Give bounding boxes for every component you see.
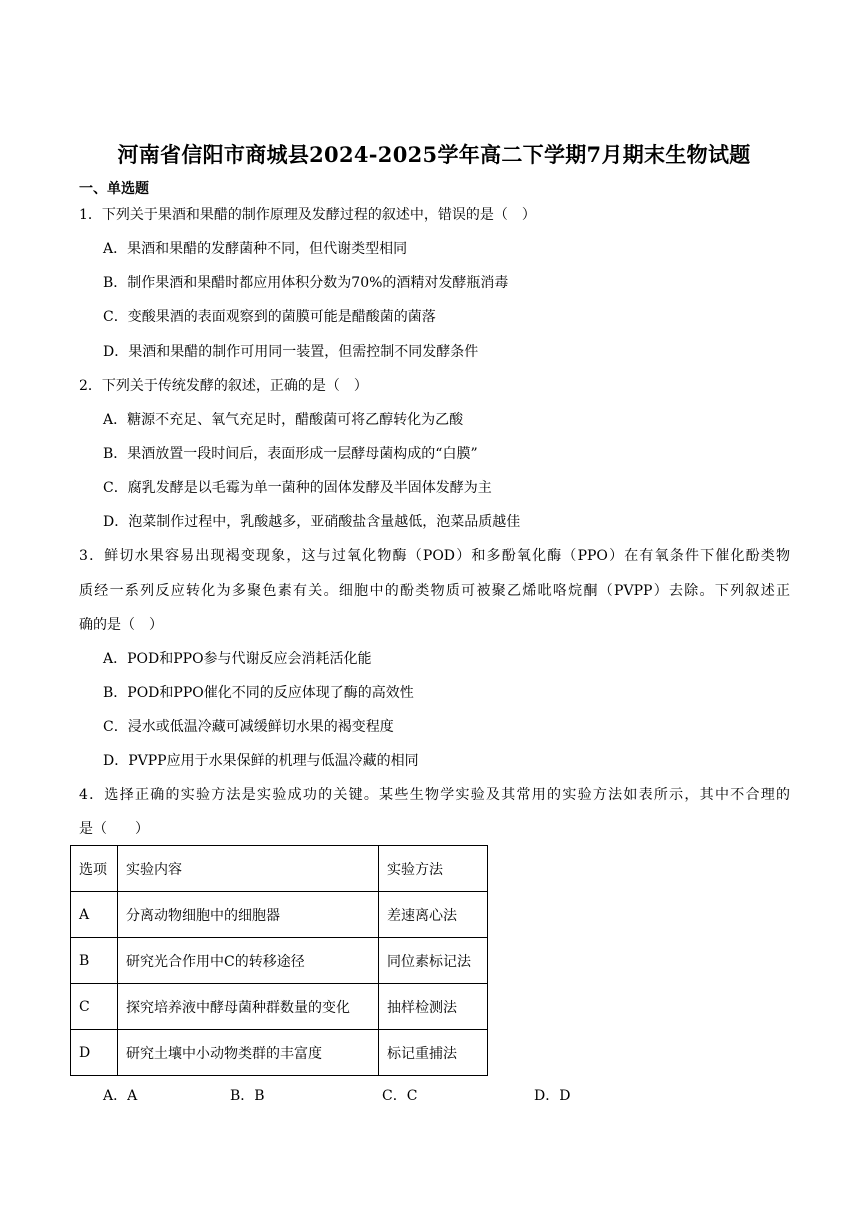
question-1-option-b: B．制作果酒和果醋时都应用体积分数为70%的酒精对发酵瓶消毒 [103,275,509,291]
question-2-stem: 2．下列关于传统发酵的叙述，正确的是（ ） [79,378,368,394]
table-cell: 差速离心法 [379,892,488,938]
question-2-option-d: D．泡菜制作过程中，乳酸越多，亚硝酸盐含量越低，泡菜品质越佳 [103,514,521,530]
experiment-table [70,845,488,1076]
table-row [71,984,488,1030]
question-1-option-a: A．果酒和果醋的发酵菌种不同，但代谢类型相同 [103,241,408,257]
table-cell: 标记重捕法 [379,1030,488,1076]
question-3-option-b: B．POD和PPO催化不同的反应体现了酶的高效性 [103,685,414,701]
table-row [71,938,488,984]
page-title: 河南省信阳市商城县2024-2025学年高二下学期7月期末生物试题 [117,142,751,167]
table-cell: 同位素标记法 [379,938,488,984]
table-row [71,892,488,938]
question-3-option-c: C．浸水或低温冷藏可减缓鲜切水果的褐变程度 [103,719,394,735]
question-3-option-a: A．POD和PPO参与代谢反应会消耗活化能 [103,651,372,667]
question-3-option-d: D．PVPP应用于水果保鲜的机理与低温冷藏的相同 [103,753,419,769]
table-cell: 研究土壤中小动物类群的丰富度 [118,1030,379,1076]
table-header-cell: 选项 [71,846,118,892]
table-cell: A [71,892,118,938]
question-2-option-a: A．糖源不充足、氧气充足时，醋酸菌可将乙醇转化为乙酸 [103,412,464,428]
table-cell: 研究光合作用中C的转移途径 [118,938,379,984]
question-1-option-d: D．果酒和果醋的制作可用同一装置，但需控制不同发酵条件 [103,344,479,360]
question-4-choice-c: C．C [382,1088,418,1104]
question-1-option-c: C．变酸果酒的表面观察到的菌膜可能是醋酸菌的菌落 [103,309,436,325]
question-3-stem-line-1: 3．鲜切水果容易出现褐变现象，这与过氧化物酶（POD）和多酚氧化酶（PPO）在有氧条件下催化酚类物 [79,548,790,564]
table-header-cell: 实验方法 [379,846,488,892]
question-4-choice-a: A．A [103,1088,138,1104]
question-1-stem: 1．下列关于果酒和果醋的制作原理及发酵过程的叙述中，错误的是（ ） [79,207,536,223]
table-cell: C [71,984,118,1030]
question-3-stem-line-2: 质经一系列反应转化为多聚色素有关。细胞中的酚类物质可被聚乙烯吡咯烷酮（PVPP）去除。下列叙述正 [79,583,790,599]
table-cell: 分离动物细胞中的细胞器 [118,892,379,938]
question-4-choice-d: D．D [534,1088,571,1104]
table-header-row [71,846,488,892]
question-4-choice-b: B．B [230,1088,265,1104]
table-cell: 探究培养液中酵母菌种群数量的变化 [118,984,379,1030]
question-4-stem-line-2: 是（ ） [79,821,149,837]
section-heading: 一、单选题 [79,181,149,197]
question-4-stem-line-1: 4．选择正确的实验方法是实验成功的关键。某些生物学实验及其常用的实验方法如表所示，其中不合理的 [79,787,790,803]
table-cell: 抽样检测法 [379,984,488,1030]
question-3-stem-line-3: 确的是（ ） [79,617,163,633]
question-2-option-c: C．腐乳发酵是以毛霉为单一菌种的固体发酵及半固体发酵为主 [103,480,492,496]
table-row [71,1030,488,1076]
table-cell: D [71,1030,118,1076]
question-2-option-b: B．果酒放置一段时间后，表面形成一层酵母菌构成的“白膜” [103,446,478,462]
table-header-cell: 实验内容 [118,846,379,892]
table-cell: B [71,938,118,984]
